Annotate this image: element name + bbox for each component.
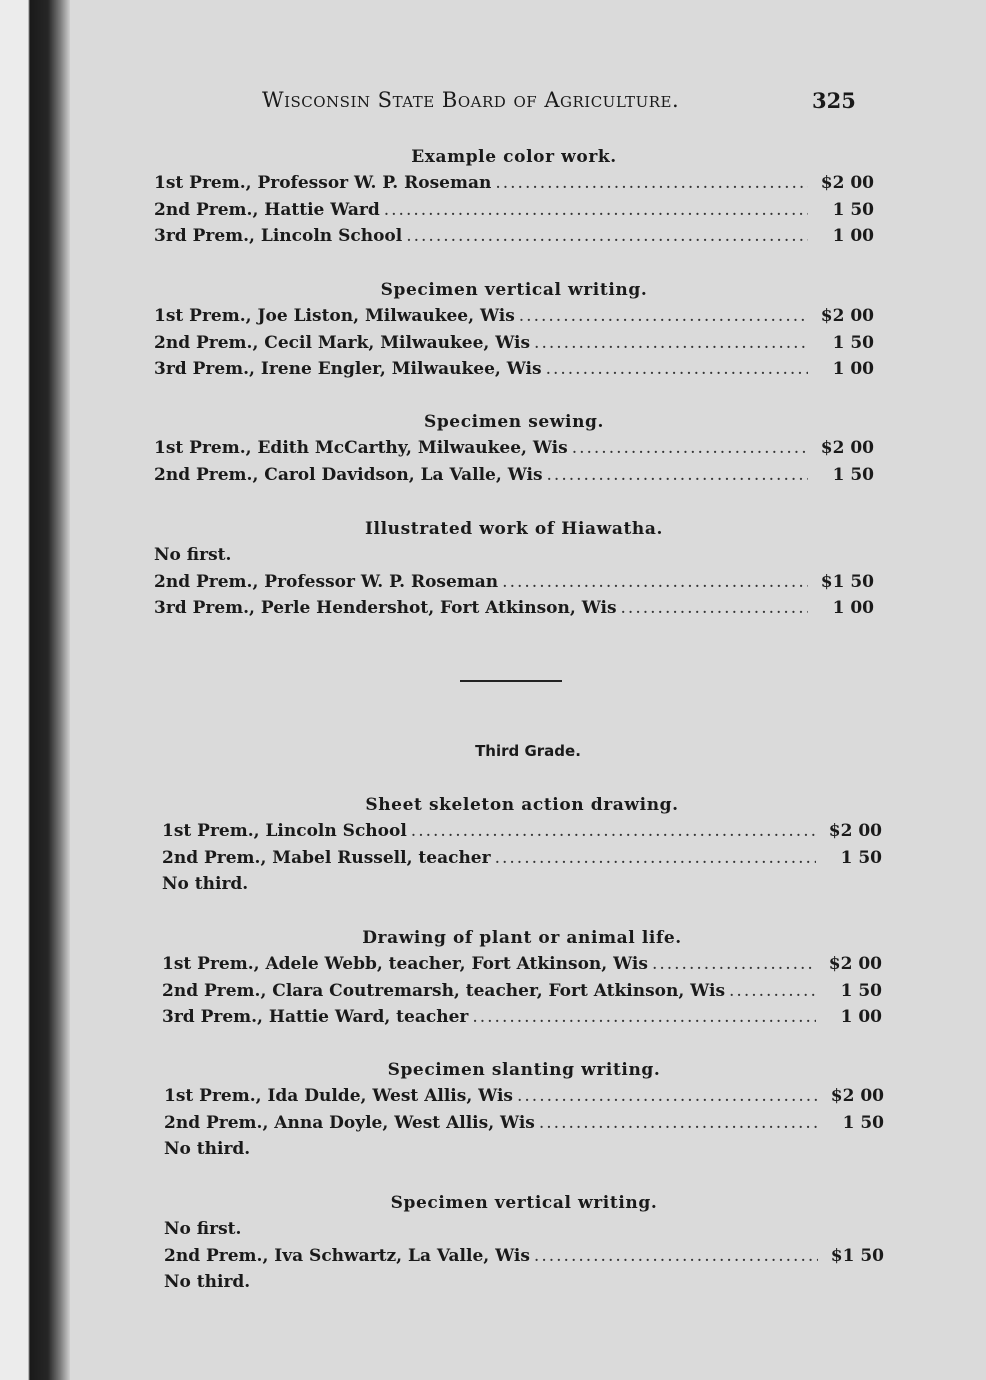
dot-leader bbox=[539, 1110, 818, 1137]
award-recipient: 3rd Prem., Lincoln School bbox=[154, 226, 403, 246]
award-line bbox=[154, 330, 874, 357]
award-amount: 1 00 bbox=[832, 598, 874, 618]
award-line bbox=[164, 1110, 884, 1137]
award-line bbox=[162, 951, 882, 978]
award-section bbox=[154, 516, 874, 622]
dot-leader bbox=[547, 462, 808, 489]
award-amount: 1 00 bbox=[832, 359, 874, 379]
award-section bbox=[154, 277, 874, 383]
award-line bbox=[154, 303, 874, 330]
award-amount: 1 50 bbox=[842, 1112, 884, 1133]
award-section bbox=[154, 144, 874, 250]
dot-leader bbox=[495, 170, 808, 197]
dot-leader bbox=[502, 569, 808, 596]
page-header bbox=[70, 88, 986, 124]
section-title: Specimen slanting writing. bbox=[387, 1060, 661, 1080]
award-amount: 1 50 bbox=[840, 847, 882, 868]
award-amount: $1 50 bbox=[820, 571, 874, 592]
dot-leader bbox=[546, 356, 808, 383]
page-number: 325 bbox=[812, 88, 856, 113]
award-line bbox=[162, 818, 882, 845]
section-note: No third. bbox=[164, 1272, 251, 1292]
award-line bbox=[154, 197, 874, 224]
award-amount: $2 00 bbox=[830, 1086, 884, 1106]
section-note: No first. bbox=[164, 1219, 242, 1239]
section-note: No first. bbox=[154, 545, 232, 565]
award-line bbox=[162, 978, 882, 1005]
section-title: Drawing of plant or animal life. bbox=[362, 928, 682, 948]
award-line bbox=[154, 170, 874, 197]
award-recipient: 2nd Prem., Anna Doyle, West Allis, Wis bbox=[164, 1112, 535, 1133]
book-page bbox=[70, 0, 986, 1380]
section-title: Specimen sewing. bbox=[423, 412, 605, 432]
award-line bbox=[164, 1243, 884, 1270]
section-title: Specimen vertical writing. bbox=[380, 280, 648, 300]
award-amount: 1 50 bbox=[832, 332, 874, 353]
award-recipient: 2nd Prem., Cecil Mark, Milwaukee, Wis bbox=[154, 332, 531, 353]
section-title: Example color work. bbox=[411, 147, 617, 167]
dot-leader bbox=[572, 435, 808, 462]
award-line bbox=[154, 569, 874, 596]
award-recipient: 2nd Prem., Mabel Russell, teacher bbox=[162, 847, 491, 868]
award-recipient: 2nd Prem., Iva Schwartz, La Valle, Wis bbox=[164, 1245, 530, 1266]
grade-heading: Third Grade. bbox=[475, 742, 581, 760]
award-amount: $1 50 bbox=[830, 1245, 884, 1266]
award-line bbox=[154, 435, 874, 462]
award-recipient: 1st Prem., Professor W. P. Roseman bbox=[154, 173, 492, 193]
section-title: Illustrated work of Hiawatha. bbox=[364, 519, 664, 539]
dot-leader bbox=[406, 223, 808, 250]
award-recipient: 2nd Prem., Carol Davidson, La Valle, Wis bbox=[154, 464, 543, 485]
award-recipient: 1st Prem., Edith McCarthy, Milwaukee, Wis bbox=[154, 438, 568, 458]
award-line bbox=[154, 356, 874, 383]
award-recipient: 1st Prem., Adele Webb, teacher, Fort Atkinson, Wis bbox=[162, 954, 648, 974]
award-section bbox=[154, 409, 874, 488]
award-recipient: 1st Prem., Lincoln School bbox=[162, 821, 407, 841]
award-recipient: 2nd Prem., Hattie Ward bbox=[154, 199, 380, 220]
award-section bbox=[164, 1190, 884, 1296]
award-amount: 1 50 bbox=[832, 464, 874, 485]
dot-leader bbox=[472, 1004, 816, 1031]
running-head: Wisconsin State Board of Agriculture. bbox=[262, 88, 680, 112]
dot-leader bbox=[621, 595, 808, 622]
award-recipient: 3rd Prem., Hattie Ward, teacher bbox=[162, 1007, 469, 1027]
award-recipient: 3rd Prem., Irene Engler, Milwaukee, Wis bbox=[154, 359, 542, 379]
award-amount: $2 00 bbox=[820, 306, 874, 326]
award-amount: $2 00 bbox=[828, 954, 882, 974]
award-line bbox=[164, 1083, 884, 1110]
award-line bbox=[154, 462, 874, 489]
dot-leader bbox=[517, 1083, 818, 1110]
award-line bbox=[154, 223, 874, 250]
award-recipient: 2nd Prem., Professor W. P. Roseman bbox=[154, 571, 499, 592]
dot-leader bbox=[652, 951, 816, 978]
award-recipient: 3rd Prem., Perle Hendershot, Fort Atkinson, Wis bbox=[154, 598, 617, 618]
section-divider bbox=[460, 680, 562, 682]
dot-leader bbox=[729, 978, 816, 1005]
award-recipient: 1st Prem., Ida Dulde, West Allis, Wis bbox=[164, 1086, 513, 1106]
award-amount: 1 00 bbox=[832, 226, 874, 246]
award-section bbox=[162, 792, 882, 898]
award-amount: 1 50 bbox=[840, 980, 882, 1001]
award-line bbox=[162, 1004, 882, 1031]
dot-leader bbox=[534, 330, 808, 357]
section-note: No third. bbox=[162, 874, 249, 894]
dot-leader bbox=[384, 197, 808, 224]
award-amount: 1 50 bbox=[832, 199, 874, 220]
book-binding-edge bbox=[0, 0, 70, 1380]
section-note: No third. bbox=[164, 1139, 251, 1159]
award-amount: $2 00 bbox=[828, 821, 882, 841]
award-line bbox=[162, 845, 882, 872]
award-recipient: 1st Prem., Joe Liston, Milwaukee, Wis bbox=[154, 306, 515, 326]
dot-leader bbox=[534, 1243, 818, 1270]
award-amount: 1 00 bbox=[840, 1007, 882, 1027]
award-section bbox=[162, 925, 882, 1031]
section-title: Specimen vertical writing. bbox=[390, 1193, 658, 1213]
dot-leader bbox=[519, 303, 808, 330]
dot-leader bbox=[411, 818, 816, 845]
dot-leader bbox=[495, 845, 816, 872]
section-title: Sheet skeleton action drawing. bbox=[365, 795, 679, 815]
award-recipient: 2nd Prem., Clara Coutremarsh, teacher, Fort Atkinson, Wis bbox=[162, 980, 726, 1001]
award-section bbox=[164, 1057, 884, 1163]
award-amount: $2 00 bbox=[820, 173, 874, 193]
award-amount: $2 00 bbox=[820, 438, 874, 458]
award-line bbox=[154, 595, 874, 622]
